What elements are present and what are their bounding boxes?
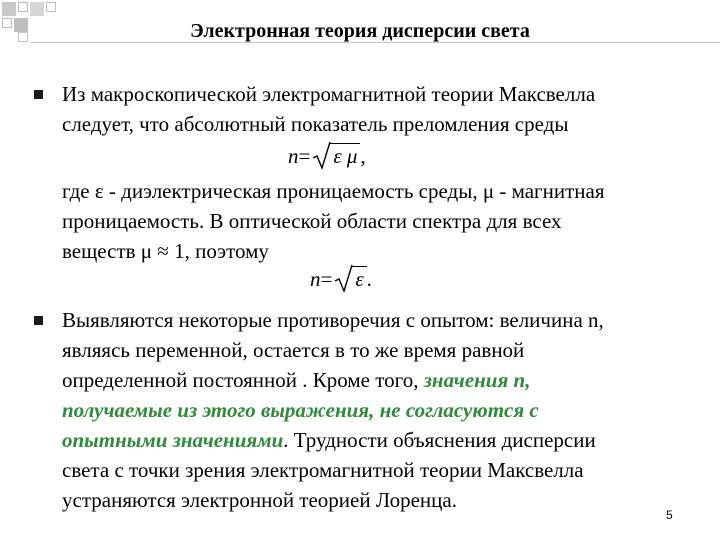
highlight-text: значения n, <box>423 368 531 392</box>
text-line <box>62 365 702 395</box>
text-line: следует, что абсолютный показатель преломления среды <box>62 112 569 136</box>
sqrt-sign <box>312 144 360 169</box>
formula-lhs: n <box>310 267 321 291</box>
highlight-text: опытными значениями <box>62 428 284 452</box>
deco-square <box>46 2 56 12</box>
text-line: где ε - диэлектрическая проницаемость среды, μ - магнитная <box>62 179 605 203</box>
text-line: проницаемость. В оптической области спектра для всех <box>62 209 562 233</box>
text-segment: . Трудности объяснения дисперсии <box>283 428 596 452</box>
slide-title: Электронная теория дисперсии света <box>190 20 530 42</box>
deco-square <box>2 2 16 16</box>
highlight-text: получаемые из этого выражения, не согласуются с <box>62 398 539 422</box>
formula-n-eq-sqrt-eps-mu <box>288 144 366 169</box>
deco-square <box>30 2 44 16</box>
formula-tail: , <box>360 144 366 168</box>
formula-equals: = <box>298 144 311 168</box>
bullet-marker <box>34 316 43 325</box>
bullet-2-text <box>62 305 702 515</box>
formula-radicand: ε <box>352 266 366 291</box>
bullet-1-text-cont <box>62 176 702 266</box>
sqrt-sign <box>334 267 366 292</box>
text-line: Из макроскопической электромагнитной теории Максвелла <box>62 82 596 106</box>
text-line: веществ μ ≈ 1, поэтому <box>62 239 269 263</box>
deco-square <box>18 2 28 12</box>
bullet-1-text <box>62 79 702 139</box>
text-line <box>62 425 702 455</box>
text-line: являясь переменной, остается в то же время равной <box>62 338 525 362</box>
formula-n-eq-sqrt-eps <box>310 267 372 292</box>
formula-tail: . <box>366 267 372 291</box>
formula-equals: = <box>320 267 333 291</box>
page-number: 5 <box>666 508 673 522</box>
formula-radicand: ε μ <box>330 143 360 168</box>
text-segment: определенной постоянной . Кроме того, <box>62 368 419 392</box>
bullet-marker <box>34 90 43 99</box>
text-line: Выявляются некоторые противоречия с опытом: величина n, <box>62 308 604 332</box>
text-line: устраняются электронной теорией Лоренца. <box>62 488 457 512</box>
formula-lhs: n <box>288 144 299 168</box>
text-line: света с точки зрения электромагнитной теории Максвелла <box>62 458 584 482</box>
